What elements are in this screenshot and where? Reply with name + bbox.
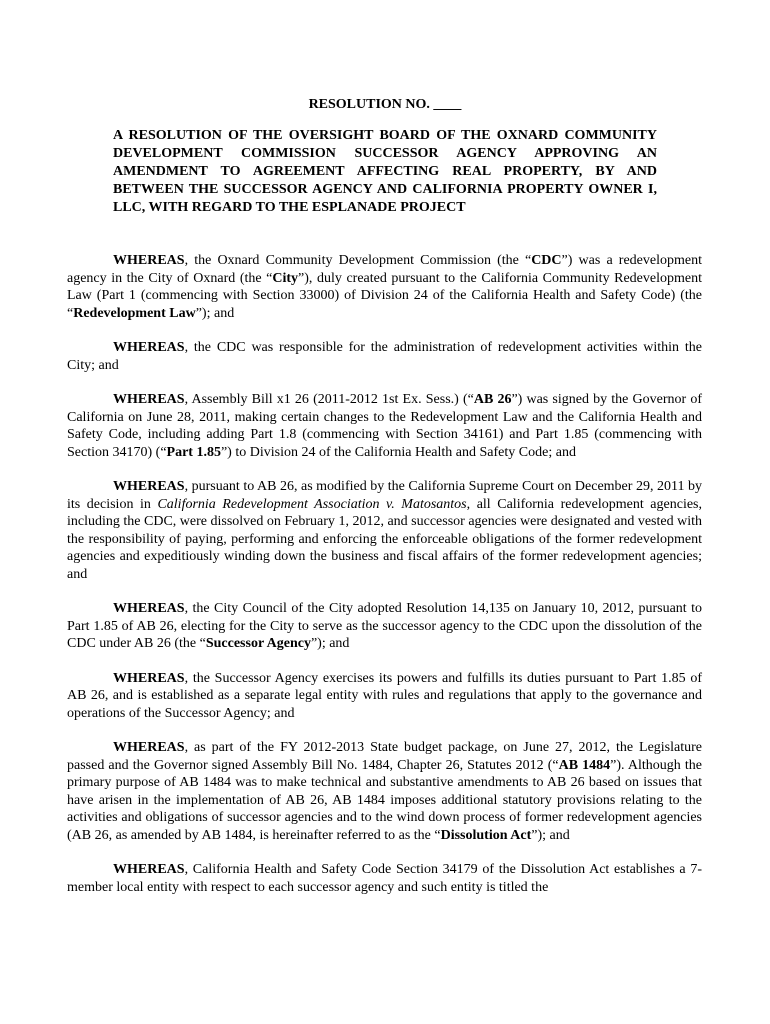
whereas-paragraph-1: WHEREAS, the Oxnard Community Development Commission (the “CDC”) was a redevelopment agency in the City of Oxnard (the “City”), duly created pursuant to the California Community Redevelopment Law (Part 1 (commencing with Section 33000) of Division 24 of the California Health and Safety Code) (the “Redevelopment Law”); and	[67, 253, 702, 321]
whereas-label: WHEREAS	[113, 862, 185, 877]
defined-term: Part 1.85	[166, 444, 221, 460]
whereas-paragraph-6: WHEREAS, the Successor Agency exercises its powers and fulfills its duties pursuant to Part 1.85 of AB 26, and is established as a separate legal entity with rules and regulations that apply to the governance and operations of the Successor Agency; and	[67, 670, 702, 721]
whereas-label: WHEREAS	[113, 479, 185, 494]
resolution-number: RESOLUTION NO. ____	[308, 97, 462, 112]
defined-term: Successor Agency	[205, 636, 311, 651]
whereas-label: WHEREAS	[113, 601, 185, 616]
whereas-label: WHEREAS	[113, 392, 185, 407]
defined-term: Redevelopment Law	[73, 305, 196, 321]
whereas-label: WHEREAS	[113, 670, 185, 686]
whereas-label: WHEREAS	[113, 253, 185, 268]
whereas-label: WHEREAS	[113, 340, 185, 355]
whereas-paragraph-8: WHEREAS, California Health and Safety Code Section 34179 of the Dissolution Act establishes a 7-member local entity with respect to each successor agency and such entity is titled the	[67, 862, 702, 895]
defined-term: Dissolution Act	[440, 827, 532, 843]
defined-term: CDC	[531, 253, 562, 268]
whereas-paragraph-2: WHEREAS, the CDC was responsible for the administration of redevelopment activities within the City; and	[67, 340, 702, 373]
whereas-paragraph-3: WHEREAS, Assembly Bill x1 26 (2011-2012 1st Ex. Sess.) (“AB 26”) was signed by the Governor of California on June 28, 2011, making certain changes to the Redevelopment Law and the California Health and Safety Code, including adding Part 1.8 (commencing with Section 34161) and Part 1.85 (commencing with Section 34170) (“Part 1.85”) to Division 24 of the California Health and Safety Code; and	[67, 392, 702, 460]
whereas-paragraph-5: WHEREAS, the City Council of the City adopted Resolution 14,135 on January 10, 2012, pursuant to Part 1.85 of AB 26, electing for the City to serve as the successor agency to the CDC upon the dissolution of the CDC under AB 26 (the “Successor Agency”); and	[67, 601, 702, 651]
whereas-label: WHEREAS	[113, 740, 185, 755]
defined-term: AB 26	[473, 392, 512, 407]
case-citation: California Redevelopment Association v. Matosantos	[157, 496, 467, 512]
whereas-paragraph-4: WHEREAS, pursuant to AB 26, as modified by the California Supreme Court on December 29, 2011 by its decision in California Redevelopment Association v. Matosantos, all California redevelopment agencies, including the CDC, were dissolved on February 1, 2012, and successor agencies were designated and vested with the responsibility of paying, performing and enforcing the enforceable obligations of the former redevelopment agencies and expeditiously winding down the business and fiscal affairs of the former redevelopment agencies; and	[67, 479, 702, 582]
resolution-title: A RESOLUTION OF THE OVERSIGHT BOARD OF THE OXNARD COMMUNITY DEVELOPMENT COMMISSION SUCCESSOR AGENCY APPROVING AN AMENDMENT TO AGREEMENT AFFECTING REAL PROPERTY, BY AND BETWEEN THE SUCCESSOR AGENCY AND CALIFORNIA PROPERTY OWNER I, LLC, WITH REGARD TO THE ESPLANADE PROJECT	[113, 128, 657, 215]
document-body	[67, 252, 702, 896]
defined-term: AB 1484	[558, 757, 611, 773]
defined-term: City	[272, 270, 299, 286]
whereas-paragraph-7: WHEREAS, as part of the FY 2012-2013 State budget package, on June 27, 2012, the Legislature passed and the Governor signed Assembly Bill No. 1484, Chapter 26, Statutes 2012 (“AB 1484”). Although the primary purpose of AB 1484 was to make technical and substantive amendments to AB 26 based on issues that have arisen in the implementation of AB 26, AB 1484 imposes additional statutory provisions relating to the activities and obligations of successor agencies and to the wind down process of former redevelopment agencies (AB 26, as amended by AB 1484, is hereinafter referred to as the “Dissolution Act”); and	[67, 740, 702, 843]
